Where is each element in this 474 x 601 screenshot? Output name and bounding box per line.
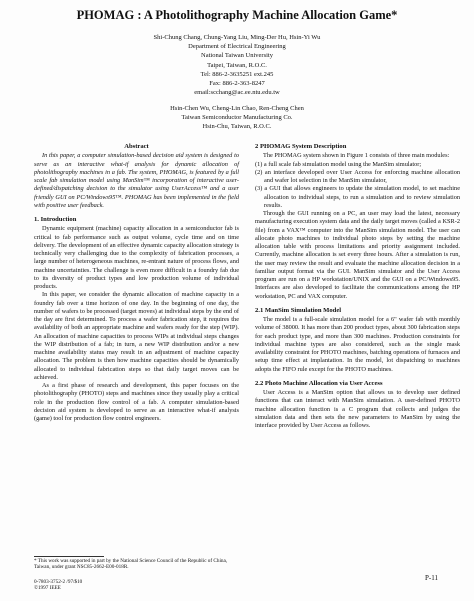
- module-list: [255, 161, 460, 211]
- mansim-heading: 2.1 ManSim Simulation Model: [255, 306, 342, 314]
- author-names-tsmc: Hsin-Chen Wu, Cheng-Lin Chao, Ren-Cheng Chen: [170, 105, 304, 112]
- author-block-tsmc: [0, 104, 474, 132]
- list-item: (2) an interface developed over User Access for enforcing machine allocation and wafer lot selection in the ManSim simulator,: [255, 168, 460, 184]
- author-email: email:scchang@ac.ee.ntu.edu.tw: [194, 89, 280, 97]
- left-column: [34, 143, 239, 423]
- author-company: Taiwan Semiconductor Manufacturing Co.: [181, 114, 293, 122]
- mansim-paragraph: The model is a full-scale simulation model for a 6" wafer fab with monthly volume of 38000. It has more than 200 product types, about 300 fabrication steps for each product type, and more than 300 machines. Production constraints for individual machine types are also considered, such as the single mask availability constraint for PHOTO machines, batching operations of furnaces and setup time effect at implantation. In the model, lot dispatching to machines adopts the FIFO rule except for the PHOTO machines.: [255, 316, 460, 373]
- right-column: [255, 143, 460, 430]
- intro-heading: 1. Introduction: [34, 216, 77, 223]
- page-number: P-11: [425, 574, 438, 582]
- system-paragraph: Through the GUI running on a PC, an user may load the latest, necessary manufacturing execution system data and the daily target moves (called a KSR-2 file) from a VAX™ computer into the ManSim simulation model. The user can allocate photo machines to individual photo steps by setting the machine allocation table with process limitations and priority assignment included. Currently, machine allocation is set every three hours. After a simulation is run, the user may review the result and evaluate the machine allocation decision in a familiar output format via the GUI. ManSim simulator and the User Access program are run on a HP workstation/UNIX and the GUI on a PC/Windows95. Interfaces are also developed to facilitate the communications among the HP workstation, PC and VAX computer.: [255, 210, 460, 300]
- author-fax: Fax: 886-2-363-8247: [209, 80, 265, 88]
- abstract-text: In this paper, a computer simulation-based decision aid system is designed to serve as an interactive what-if analysis for dynamic allocation of photolithography machines in a fab. The system, PHOMAG, is featured by a full scale fab simulation model using ManSim™ incorporation of interactive user-defined/dispatching decision to the simulator using UserAccess™ and a user friendly GUI on PC/Windows95™. PHOMAG has been implemented in the field with positive user feedback.: [34, 152, 239, 209]
- abstract-heading: Abstract: [124, 143, 149, 150]
- list-item: (3) a GUI that allows engineers to update the simulation model, to set machine allocation to individual steps, to run a simulation and to review simulation results.: [255, 185, 460, 209]
- footnote-rule: [34, 556, 104, 557]
- list-item: (1) a full scale fab simulation model using the ManSim simulator;: [255, 160, 422, 168]
- author-university: National Taiwan University: [201, 52, 273, 60]
- intro-paragraph-1: Dynamic equipment (machine) capacity allocation in a semiconductor fab is critical to fab performance such as output volume, cycle time and on time delivery. The development of an effective dynamic capacity allocation strategy is technically very challenging due to the complexity of fabrication processes, a large number of heterogeneous machines, re-entrant nature of process flows, and machine uncertainties. The challenge is even more difficult in a foundry fab due to its diversity of product types and low production volume of individual products.: [34, 225, 239, 290]
- useraccess-heading: 2.2 Photo Machine Allocation via User Access: [255, 379, 383, 387]
- author-phone: Tel: 886-2-3635251 ext.245: [200, 70, 274, 78]
- paper-title: PHOMAG : A Photolithography Machine Allocation Game*: [76, 8, 398, 22]
- copyright-block: [34, 579, 239, 592]
- useraccess-paragraph: User Access is a ManSim option that allows us to develop user defined functions that can interact with ManSim simulation. A user-defined PHOTO machine allocation function is a C program that collects and judges the simulation data and then sets the new parameters to ManSim by using the interface provided by User Access as follows.: [255, 389, 460, 429]
- intro-paragraph-2: In this paper, we consider the dynamic allocation of machine capacity in a foundry fab over a time horizon of one day. In the beginning of one day, the number of wafers to be processed (target moves) at individual steps by the end of the day are first determined. To process a wafer fabrication step, it requires the availability of both an appropriate machine and wafers ready for the step (WIP). An allocation of machine capacities to process WIPs at individual steps changes the WIP distribution of a fab; in turn, a new WIP distribution and/or a new machine availability status may result in an adjustment of machine capacity allocation. The problem is then how machine capacities should be dynamically allocated to individual fabrication steps so that daily target moves can be achieved.: [34, 291, 239, 381]
- ieee-copyright: ©1997 IEEE: [34, 585, 61, 592]
- intro-paragraph-3: As a first phase of research and development, this paper focuses on the photolithography (PHOTO) steps and machines since they usually play a critical role in the production flow control of a fab. A computer simulation-based decision aid system is developed to serve as an interactive what-if analysis (game) tool for production flow control engineers.: [34, 382, 239, 422]
- author-city: Taipei, Taiwan, R.O.C.: [207, 61, 267, 69]
- isbn-line: 0-7803-3752-2 /97/$10: [34, 579, 83, 585]
- author-department: Department of Electrical Engineering: [188, 43, 286, 51]
- author-company-city: Hsin-Chu, Taiwan, R.O.C.: [202, 123, 272, 131]
- author-block-ntu: [0, 33, 474, 97]
- footnote: * This work was supported in part by the National Science Council of the Republic of China, Taiwan, under grant NSC85-2662-E00-018R.: [34, 558, 228, 571]
- author-names: Shi-Chung Chang, Chung-Yang Liu, Ming-Der Hu, Hsin-Yi Wu: [153, 34, 321, 41]
- system-heading: 2 PHOMAG System Description: [255, 143, 347, 150]
- system-intro: The PHOMAG system shown in Figure 1 consists of three main modules:: [263, 152, 450, 160]
